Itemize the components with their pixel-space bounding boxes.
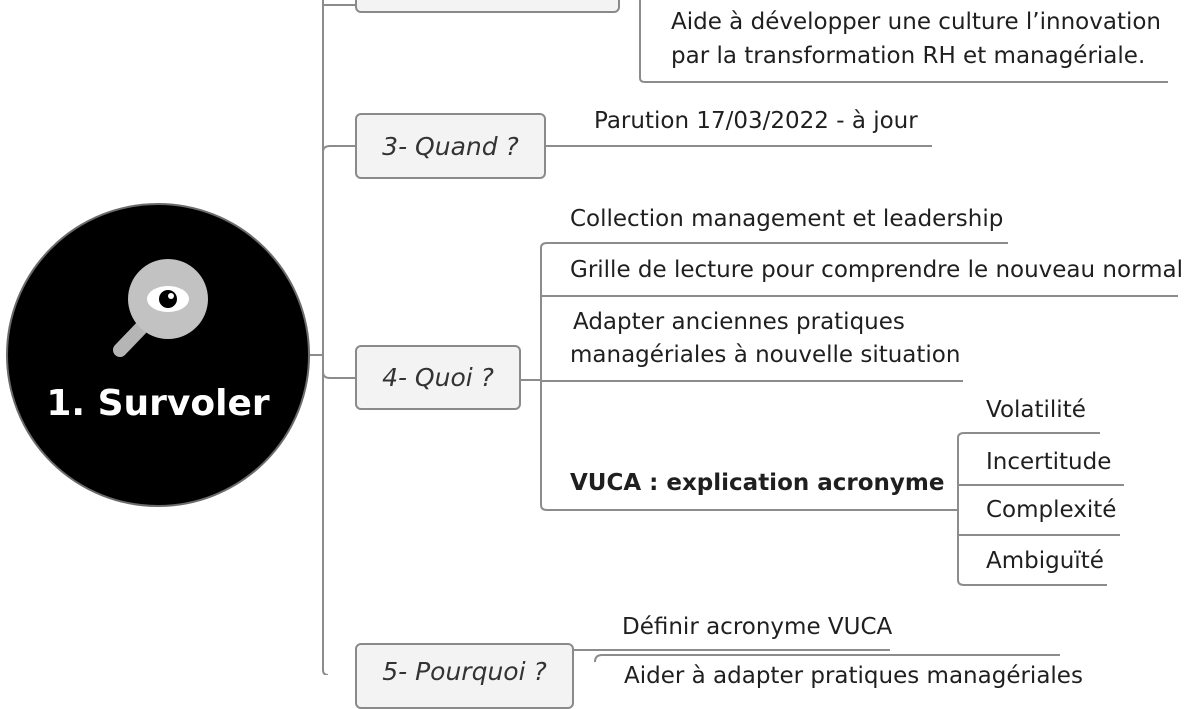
top-block-line-2: par la transformation RH et managériale. xyxy=(671,43,1146,69)
vuca-item-incertitude: Incertitude xyxy=(986,449,1112,475)
top-block-line-1: Aide à développer une culture l’innovation xyxy=(671,9,1161,35)
branch-quand[interactable] xyxy=(355,113,546,179)
quoi-item-grille: Grille de lecture pour comprendre le nouveau normal xyxy=(570,257,1184,283)
vuca-item-volatilite: Volatilité xyxy=(986,397,1086,423)
top-branch-node[interactable] xyxy=(355,0,620,13)
pourquoi-item-aider: Aider à adapter pratiques managériales xyxy=(624,663,1083,689)
quoi-item-adapter-line2: managériales à nouvelle situation xyxy=(570,342,961,368)
vuca-item-ambiguite: Ambiguïté xyxy=(986,548,1104,574)
magnifier-eye-icon xyxy=(108,255,218,365)
root-node[interactable] xyxy=(6,203,310,507)
quoi-item-adapter-line1: Adapter anciennes pratiques xyxy=(573,309,905,335)
vuca-item-complexite: Complexité xyxy=(986,497,1117,523)
branch-quoi[interactable] xyxy=(355,345,521,410)
branch-pourquoi-label: 5- Pourquoi ? xyxy=(382,657,547,686)
branch-quoi-label: 4- Quoi ? xyxy=(382,363,494,392)
branch-pourquoi[interactable] xyxy=(355,643,574,709)
branch-quand-label: 3- Quand ? xyxy=(382,131,519,161)
vuca-node[interactable]: VUCA : explication acronyme xyxy=(570,470,945,496)
quand-item: Parution 17/03/2022 - à jour xyxy=(594,108,918,134)
pourquoi-item-definir: Définir acronyme VUCA xyxy=(622,614,893,640)
root-title: 1. Survoler xyxy=(46,383,270,424)
quoi-item-collection: Collection management et leadership xyxy=(570,206,1004,232)
